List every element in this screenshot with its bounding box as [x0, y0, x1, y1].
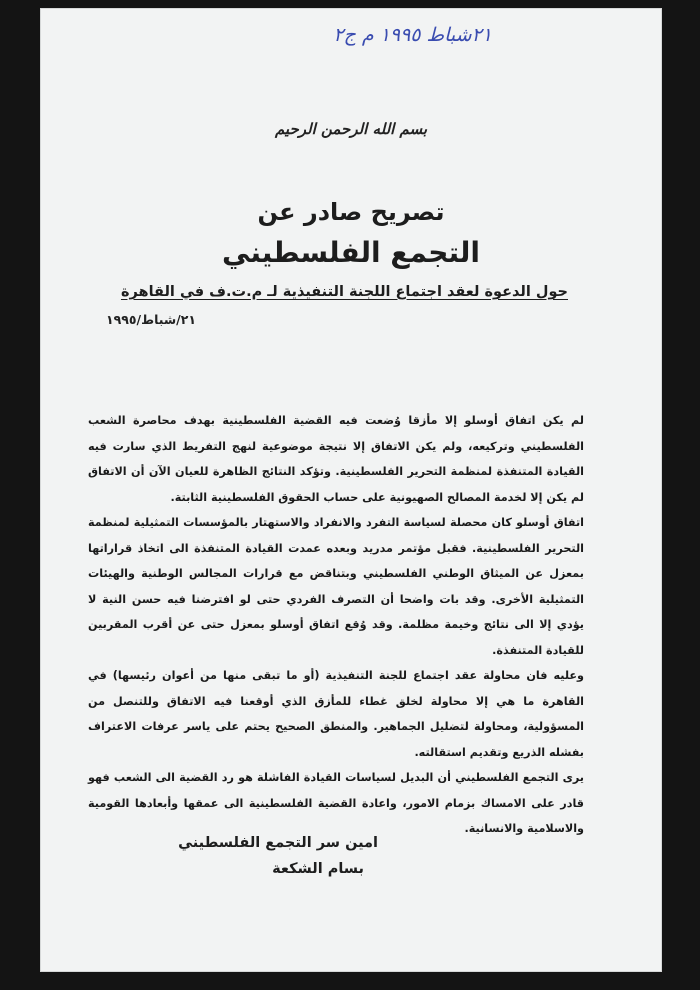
statement-subtitle: حول الدعوة لعقد اجتماع اللجنة التنفيذية لـ م.ت.ف في القاهرة [120, 284, 568, 300]
statement-title: تصريح صادر عن [257, 198, 445, 226]
paragraph: وعليه فان محاولة عقد اجتماع للجنة التنفيذية (أو ما تبقى منها من أعوان رئيسها) في القاهرة ما هي إلا محاولة لخلق غطاء للمأزق الذي أوقعنا فيه الاتفاق وللتنصل من المسؤولية، ومحاولة لتضليل الجماهير. والمنطق الصحيح يحتم على ياسر عرفات الاعتراف بفشله الذريع وتقديم استقالته. [88, 669, 584, 759]
signature-block [158, 830, 378, 882]
statement-body [88, 408, 584, 842]
signature-title: امين سر التجمع الفلسطيني [178, 835, 378, 851]
handwritten-date-note: ٢١شباط ١٩٩٥ م ج٢ [333, 24, 492, 46]
document-page [40, 8, 662, 972]
basmala: بسم الله الرحمن الرحيم [274, 120, 428, 138]
paragraph: يرى التجمع الفلسطيني أن البديل لسياسات القيادة الفاشلة هو رد القضية الى الشعب فهو قادر على الامساك بزمام الامور، واعادة القضية الفلسطينية الى عمقها وأبعادها القومية والاسلامية والانسانية. [88, 771, 584, 835]
signature-name: بسام الشكعة [272, 861, 364, 877]
statement-date: ٢١/شباط/١٩٩٥ [106, 312, 196, 327]
paragraph: اتفاق أوسلو كان محصلة لسياسة التفرد والانفراد والاستهتار بالمؤسسات التمثيلية لمنظمة التحرير الفلسطينية. فقبل مؤتمر مدريد وبعده عمدت القيادة المتنفذة الى اتخاذ قراراتها بمعزل عن الميثاق الوطني الفلسطيني وبتناقض مع قرارات المجالس الوطنية والهيئات التمثيلية الأخرى. وقد بات واضحا أن التصرف الفردي حتى لو افترضنا فيه حسن النية لا يؤدي إلا الى نتائج وخيمة مظلمة. وقد وُقع اتفاق أوسلو بمعزل حتى عن أقرب المقربين للقيادة المتنفذة. [88, 516, 584, 657]
organization-title: التجمع الفلسطيني [221, 236, 480, 269]
paragraph: لم يكن اتفاق أوسلو إلا مأزقا وُضعت فيه القضية الفلسطينية بهدف محاصرة الشعب الفلسطيني وتركيعه، ولم يكن الاتفاق إلا نتيجة موضوعية لنهج التفريط الذي سارت فيه القيادة المتنفذة لمنظمة التحرير الفلسطينية. وتؤكد النتائج الظاهرة للعيان الآن أن الاتفاق لم يكن إلا لخدمة المصالح الصهيونية على حساب الحقوق الفلسطينية الثابتة. [88, 414, 584, 504]
